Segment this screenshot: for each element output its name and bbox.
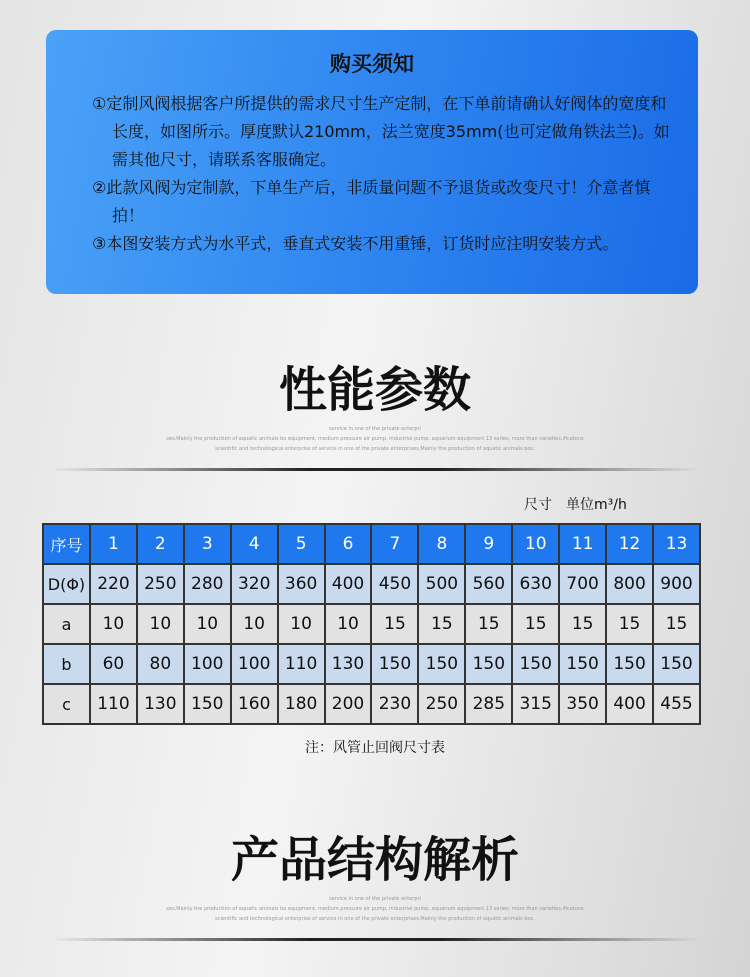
table-cell: 5 [278, 524, 325, 564]
table-cell: 15 [465, 604, 512, 644]
divider [50, 468, 700, 471]
table-cell: 60 [90, 644, 137, 684]
table-cell: 8 [418, 524, 465, 564]
table-cell: 700 [559, 564, 606, 604]
table-cell: 15 [559, 604, 606, 644]
table-cell: 150 [653, 644, 700, 684]
notice-item: ③本图安装方式为水平式，垂直式安装不用重锤，订货时应注明安装方式。 [92, 234, 619, 253]
table-cell: 360 [278, 564, 325, 604]
table-cell: 315 [512, 684, 559, 724]
table-cell: 630 [512, 564, 559, 604]
table-cell: 15 [606, 604, 653, 644]
table-cell: 180 [278, 684, 325, 724]
table-cell: 100 [231, 644, 278, 684]
fine-text: ses,Mainly the production of aquatic animals bo equipment, medium pressure air pump, industrial pump, aquarium equipment 13 series, more than varieties,ificatons [166, 436, 584, 442]
table-cell: 2 [137, 524, 184, 564]
divider [50, 938, 700, 941]
table-cell: 110 [278, 644, 325, 684]
table-row [43, 564, 700, 604]
table-cell: 130 [325, 644, 372, 684]
table-row [43, 644, 700, 684]
table-cell: 160 [231, 684, 278, 724]
fine-text: ses,Mainly the production of aquatic animals bo equipment, medium pressure air pump, industrial pump, aquarium equipment 13 series, more than varieties,ificatons [166, 906, 584, 912]
table-cell: 4 [231, 524, 278, 564]
table-cell: 130 [137, 684, 184, 724]
table-cell: 400 [325, 564, 372, 604]
structure-title: 产品结构解析 [230, 832, 519, 888]
table-cell: 150 [512, 644, 559, 684]
unit-label: 尺寸 单位m³/h [524, 497, 627, 513]
table-cell: 13 [653, 524, 700, 564]
fine-text: service in one of the private enterpri [329, 896, 421, 902]
table-cell: 350 [559, 684, 606, 724]
table-cell: 560 [465, 564, 512, 604]
table-cell: 150 [418, 644, 465, 684]
dimension-table [42, 523, 701, 725]
table-cell: 1 [90, 524, 137, 564]
table-cell: 220 [90, 564, 137, 604]
table-row [43, 524, 700, 564]
table-cell: 455 [653, 684, 700, 724]
table-cell: 250 [418, 684, 465, 724]
row-label: 序号 [43, 524, 90, 564]
table-cell: 280 [184, 564, 231, 604]
table-cell: 10 [278, 604, 325, 644]
table-cell: 10 [325, 604, 372, 644]
notice-title: 购买须知 [330, 52, 414, 76]
fine-text: scientific and technological enterprise of service in one of the private enterprises,Mainly the production of aquatic animals box, [215, 916, 535, 922]
notice-item: ②此款风阀为定制款，下单生产后，非质量问题不予退货或改变尺寸！介意者慎拍！ [92, 178, 651, 225]
row-label: D(Φ) [43, 564, 90, 604]
notice-item: ①定制风阀根据客户所提供的需求尺寸生产定制，在下单前请确认好阀体的宽度和长度，如图所示。厚度默认210mm，法兰宽度35mm(也可定做角铁法兰)。如需其他尺寸，请联系客服确定。 [92, 94, 670, 169]
table-cell: 150 [559, 644, 606, 684]
table-cell: 12 [606, 524, 653, 564]
table-cell: 800 [606, 564, 653, 604]
table-cell: 150 [184, 684, 231, 724]
table-cell: 250 [137, 564, 184, 604]
table-cell: 400 [606, 684, 653, 724]
table-cell: 15 [653, 604, 700, 644]
table-cell: 450 [371, 564, 418, 604]
table-cell: 110 [90, 684, 137, 724]
row-label: c [43, 684, 90, 724]
table-cell: 10 [90, 604, 137, 644]
table-cell: 11 [559, 524, 606, 564]
table-cell: 9 [465, 524, 512, 564]
table-cell: 15 [418, 604, 465, 644]
table-cell: 15 [371, 604, 418, 644]
table-cell: 7 [371, 524, 418, 564]
table-cell: 10 [137, 604, 184, 644]
table-cell: 500 [418, 564, 465, 604]
table-cell: 80 [137, 644, 184, 684]
table-cell: 6 [325, 524, 372, 564]
row-label: a [43, 604, 90, 644]
table-cell: 150 [606, 644, 653, 684]
table-cell: 150 [465, 644, 512, 684]
fine-text: service in one of the private enterpri [329, 426, 421, 432]
table-row [43, 604, 700, 644]
table-cell: 285 [465, 684, 512, 724]
table-cell: 200 [325, 684, 372, 724]
fine-text: scientific and technological enterprise of service in one of the private enterprises,Mainly the production of aquatic animals box, [215, 446, 535, 452]
table-cell: 320 [231, 564, 278, 604]
table-cell: 10 [512, 524, 559, 564]
table-note: 注：风管止回阀尺寸表 [305, 740, 445, 756]
table-cell: 10 [184, 604, 231, 644]
table-cell: 150 [371, 644, 418, 684]
table-cell: 100 [184, 644, 231, 684]
table-cell: 15 [512, 604, 559, 644]
table-cell: 3 [184, 524, 231, 564]
performance-title: 性能参数 [278, 362, 471, 418]
row-label: b [43, 644, 90, 684]
purchase-notice-card [46, 30, 698, 294]
table-row [43, 684, 700, 724]
table-cell: 900 [653, 564, 700, 604]
table-cell: 10 [231, 604, 278, 644]
table-cell: 230 [371, 684, 418, 724]
